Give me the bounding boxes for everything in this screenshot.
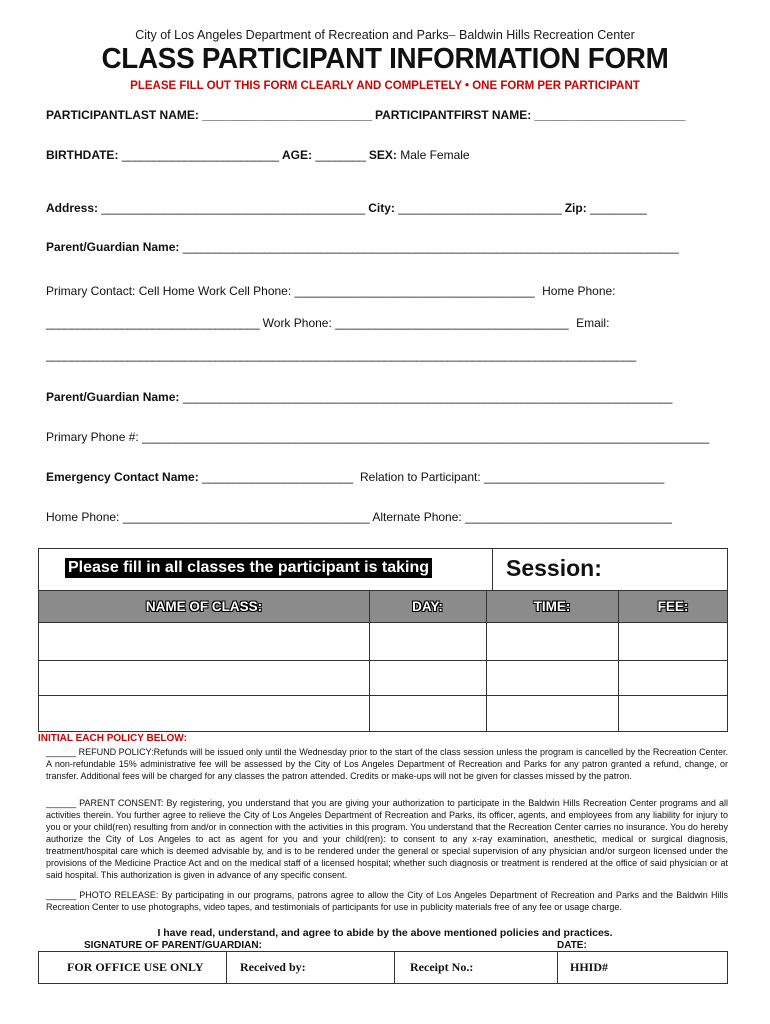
guardian2-label: Parent/Guardian Name: xyxy=(46,390,180,404)
address-label: Address: xyxy=(46,201,99,215)
age-label: AGE: xyxy=(281,148,312,162)
birthdate-row xyxy=(46,148,470,162)
city-field[interactable]: __________________________ xyxy=(398,201,562,215)
classes-table xyxy=(38,548,728,732)
received-by-label: Received by: xyxy=(240,960,306,974)
col-day: DAY: xyxy=(412,599,443,614)
last-name-row xyxy=(46,108,685,122)
photo-release[interactable]: ______ PHOTO RELEASE: By participating in our programs, patrons agree to allow the City of Los Angeles Department of Recreation and Parks and the Baldwin Hills Recreation Center to use photographs, video tapes, and testimonials of participants for use in publicity materials free of any fee or usage charge. xyxy=(46,890,728,912)
primary-phone-field[interactable]: Primary Phone #: _____________________________________________________________________________________ xyxy=(46,430,710,444)
guardian1-row xyxy=(46,240,678,254)
birthdate-field[interactable]: _________________________ xyxy=(121,148,279,162)
office-use-box xyxy=(38,951,728,984)
last-name-field[interactable]: ___________________________ xyxy=(202,108,372,122)
primary-contact-field[interactable]: Primary Contact: Cell Home Work Cell Phone: ____________________________________ xyxy=(46,284,535,298)
guardian1-field[interactable]: _______________________________________________________________________________ xyxy=(182,240,679,254)
guardian2-row xyxy=(46,390,672,404)
class-row-1-name[interactable] xyxy=(39,624,369,659)
date-label: DATE: xyxy=(557,940,587,951)
guardian1-label: Parent/Guardian Name: xyxy=(46,240,180,254)
hhid-label: HHID# xyxy=(570,960,609,974)
col-divider xyxy=(618,591,619,732)
table-divider xyxy=(492,549,493,591)
home-phone-field[interactable]: __________________________________ xyxy=(46,316,260,330)
birthdate-label: BIRTHDATE: xyxy=(46,148,119,162)
policy-title: INITIAL EACH POLICY BELOW: xyxy=(38,733,187,744)
class-row-3-name[interactable] xyxy=(39,696,369,731)
email-label: Email: xyxy=(576,316,610,330)
phones-row xyxy=(46,510,672,524)
col-class-name: NAME OF CLASS: xyxy=(145,599,263,614)
work-phone-field[interactable]: Work Phone: ___________________________________ xyxy=(262,316,569,330)
sex-label: SEX: xyxy=(368,148,397,162)
relation-field[interactable]: Relation to Participant: ___________________________ xyxy=(359,470,665,484)
office-use-label: FOR OFFICE USE ONLY xyxy=(67,960,204,974)
home-phone2-field[interactable]: Home Phone: _____________________________________ xyxy=(46,510,370,524)
first-name-label: PARTICIPANTFIRST NAME: xyxy=(374,108,532,122)
primary-contact-row xyxy=(46,284,616,298)
classes-header-row xyxy=(39,591,727,623)
center-name: Baldwin Hills Recreation Center xyxy=(455,28,635,42)
col-divider xyxy=(486,591,487,732)
agreement-text: I have read, understand, and agree to abide by the above mentioned policies and practices. xyxy=(157,927,613,939)
alt-phone-field[interactable]: Alternate Phone: _______________________________ xyxy=(372,510,672,524)
email-field[interactable]: ______________________________________________________________________________________________ xyxy=(46,348,636,362)
header-separator: – xyxy=(448,28,456,42)
org-name: City of Los Angeles Department of Recreation and Parks xyxy=(135,28,449,42)
form-subtitle: PLEASE FILL OUT THIS FORM CLEARLY AND COMPLETELY • ONE FORM PER PARTICIPANT xyxy=(130,80,640,92)
last-name-label: PARTICIPANTLAST NAME: xyxy=(46,108,199,122)
emergency-field[interactable]: ________________________ xyxy=(202,470,353,484)
office-divider xyxy=(557,952,558,983)
classes-table-top xyxy=(39,549,727,591)
class-row-2-name[interactable] xyxy=(39,661,369,695)
address-row xyxy=(46,201,647,215)
first-name-field[interactable]: ________________________ xyxy=(534,108,686,122)
refund-policy[interactable]: ______ REFUND POLICY:Refunds will be issued only until the Wednesday prior to the start of the class session unless the program is cancelled by the Recreation Center. A non-refundable 15% administrative fee will be assessed by the City of Los Angeles Department of Recreation and Parks for any patron granted a refund, change, or transfer. Additional fees will be charged for any classes the patron attended. Credits or make-ups will not be given for classes missed by the patron. xyxy=(46,747,728,781)
form-title: CLASS PARTICIPANT INFORMATION FORM xyxy=(101,43,669,75)
work-phone-row xyxy=(46,316,609,330)
org-header xyxy=(0,28,770,42)
sex-options[interactable]: Male Female xyxy=(400,148,470,162)
parent-consent[interactable]: ______ PARENT CONSENT: By registering, you understand that you are giving your authorization to participate in the Baldwin Hills Recreation Center programs and all activities therein. You further agree to relieve the City of Los Angeles Department of Recreation and Parks, its officer, agents, and employees from any liability for injury to you or your child(ren) resulting from and/or in connection with the activities in this program. You understand that the Recreation Center carries no insurance. You do hereby authorize the City of Los Angeles to act as agent for you and your child(ren): to consent to any x-ray examination, anesthetic, medical or surgical diagnosis, treatment/hospital care which is deemed advisable by, and is to be rendered under the general or special supervision of any physician and/or surgeon licensed under the provisions of the Medicine Practice Act and on the medical staff of a licensed hospital; whether such diagnosis or treatment is rendered at the office of said physician or at said hospital. This authorization is given in advance of any specific consent. xyxy=(46,798,728,880)
home-phone-label: Home Phone: xyxy=(542,284,616,298)
office-divider xyxy=(394,952,395,983)
col-divider xyxy=(369,591,370,732)
receipt-no-label: Receipt No.: xyxy=(410,960,474,974)
guardian2-field[interactable]: ______________________________________________________________________________ xyxy=(182,390,673,404)
session-label: Session: xyxy=(506,555,602,581)
classes-instruction: Please fill in all classes the participant is taking xyxy=(65,558,432,578)
zip-label: Zip: xyxy=(564,201,587,215)
zip-field[interactable]: _________ xyxy=(590,201,647,215)
city-label: City: xyxy=(368,201,395,215)
signature-label: SIGNATURE OF PARENT/GUARDIAN: xyxy=(84,940,262,951)
address-field[interactable]: __________________________________________ xyxy=(101,201,365,215)
emergency-label: Emergency Contact Name: xyxy=(46,470,199,484)
age-field[interactable]: ________ xyxy=(315,148,366,162)
emergency-row xyxy=(46,470,664,484)
office-divider xyxy=(226,952,227,983)
col-time: TIME: xyxy=(533,599,571,614)
col-fee: FEE: xyxy=(657,599,689,614)
